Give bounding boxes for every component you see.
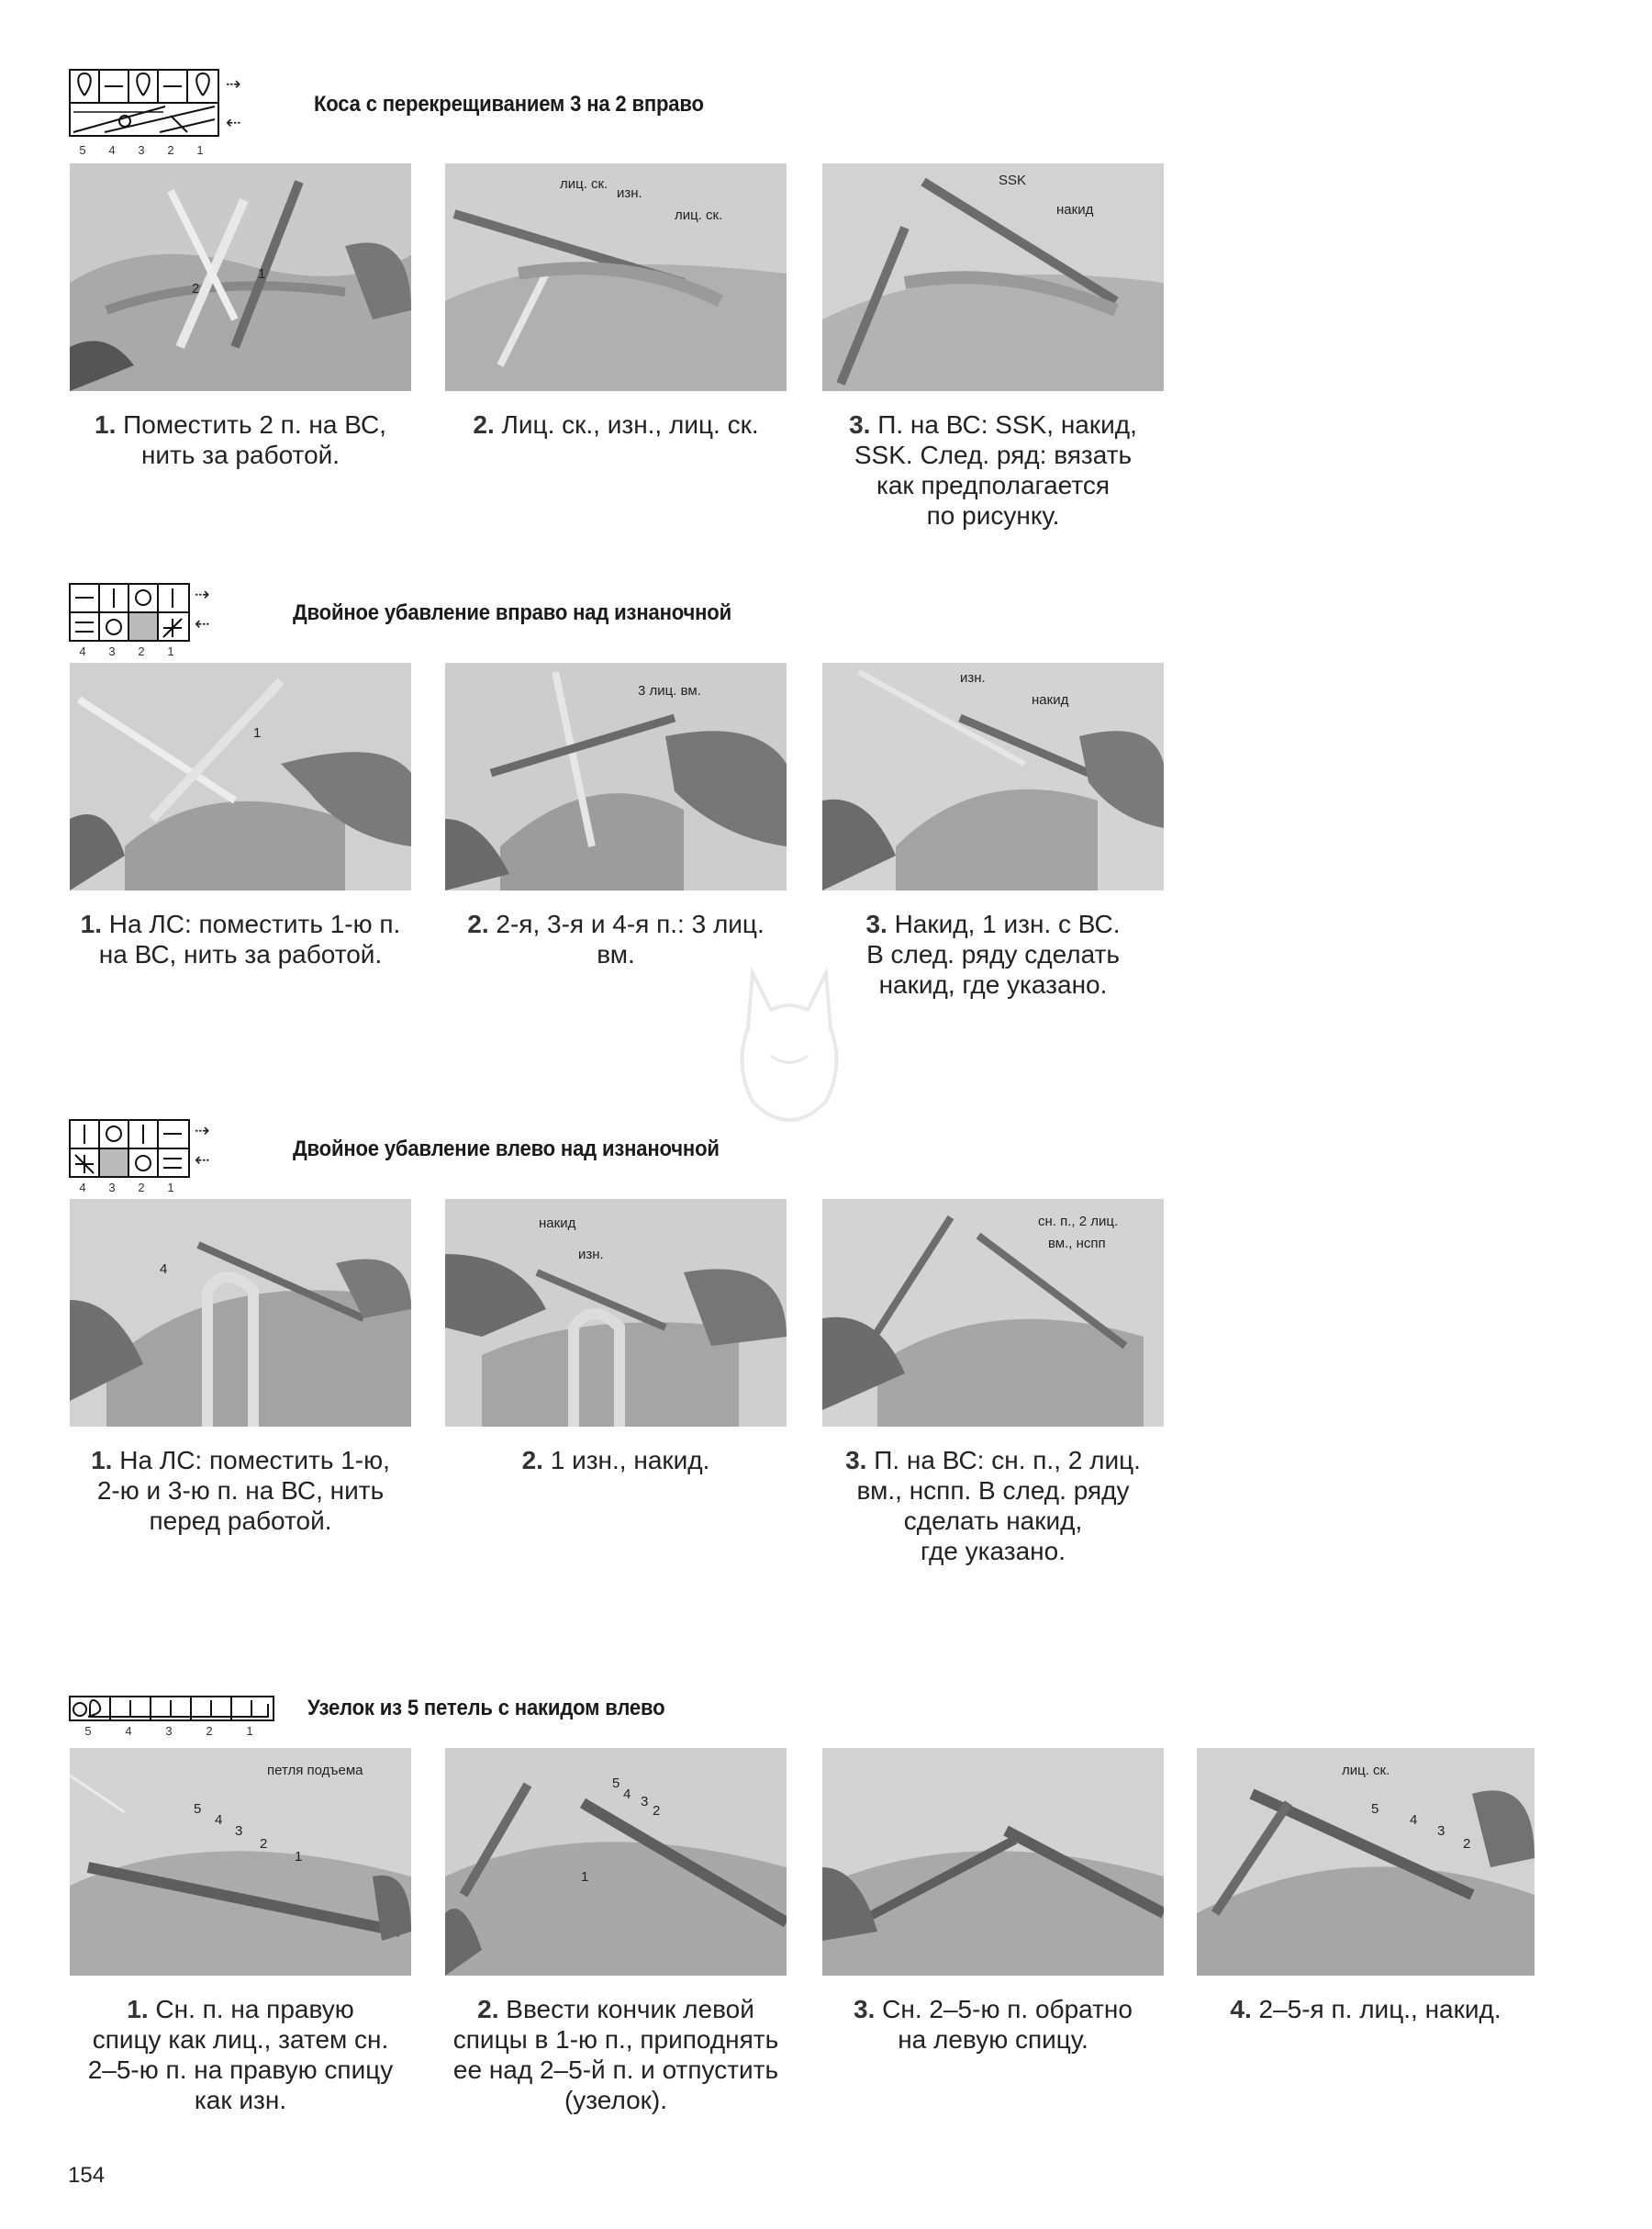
chart-double-decrease-left — [68, 1118, 219, 1192]
step-photo: лиц. ск. изн. лиц. ск. — [445, 163, 787, 391]
step-caption: 3. Сн. 2–5-ю п. обратно на левую спицу. — [854, 1995, 1133, 2054]
knitting-photo — [1197, 1748, 1535, 1976]
step-caption: 3. П. на ВС: сн. п., 2 лиц. вм., нспп. В след. ряду сделать накид, где указано. — [845, 1446, 1141, 1565]
chart-double-decrease-right — [68, 582, 219, 658]
page-number: 154 — [68, 2163, 106, 2188]
step-photo: 1 2 — [70, 163, 411, 391]
row-arrow-right-icon: ⇢ — [195, 585, 210, 605]
step-caption: 1. На ЛС: поместить 1-ю п. на ВС, нить за работой. — [80, 910, 401, 969]
cat-watermark-icon — [725, 955, 854, 1138]
chart-column-numbers: 4 3 2 1 — [79, 1181, 174, 1194]
knitting-photo — [445, 1199, 787, 1427]
step-photo: 1 — [70, 663, 411, 890]
step-photo — [822, 1748, 1164, 1976]
row-arrow-left-icon: ⇠ — [195, 614, 210, 634]
knitting-photo — [822, 1748, 1164, 1976]
step-caption: 2. Лиц. ск., изн., лиц. ск. — [473, 410, 759, 439]
row-arrow-right-icon: ⇢ — [226, 74, 241, 95]
chart-grid — [68, 1118, 191, 1179]
knitting-photo — [822, 663, 1164, 890]
step-photo: 4 — [70, 1199, 411, 1427]
step-photo: SSK накид — [822, 163, 1164, 391]
section-4-header — [68, 1695, 696, 1741]
step-photo: изн. накид — [822, 663, 1164, 890]
knitting-photo — [445, 163, 787, 391]
chart-grid — [68, 582, 191, 643]
step-caption: 2. Ввести кончик левой спицы в 1-ю п., приподнять ее над 2–5-й п. и отпустить (узелок). — [452, 1995, 779, 2114]
step-caption: 2. 2-я, 3-я и 4-я п.: 3 лиц. вм. — [467, 910, 765, 969]
row-arrow-left-icon: ⇠ — [226, 113, 241, 133]
chart-column-numbers: 5 4 3 2 1 — [84, 1724, 253, 1738]
knitting-photo — [70, 1748, 411, 1976]
chart-column-numbers: 5 4 3 2 1 — [79, 143, 204, 157]
knitting-photo — [70, 663, 411, 890]
step-caption: 2. 1 изн., накид. — [521, 1446, 710, 1474]
step-caption: 1. Сн. п. на правую спицу как лиц., затем сн. 2–5-ю п. на правую спицу как изн. — [87, 1995, 394, 2114]
section-title: Коса с перекрещиванием 3 на 2 вправо — [314, 92, 704, 117]
knitting-photo — [822, 1199, 1164, 1427]
knitting-photo — [70, 163, 411, 391]
chart-grid — [68, 68, 222, 141]
chart-cable-3x2-right — [68, 68, 242, 160]
step-photo: 3 лиц. вм. — [445, 663, 787, 890]
section-3-header — [68, 1118, 756, 1192]
step-photo: лиц. ск. 5 4 3 2 — [1197, 1748, 1535, 1976]
section-1-header — [68, 68, 738, 160]
step-caption: 3. Накид, 1 изн. с ВС. В след. ряду сделать накид, где указано. — [865, 910, 1121, 999]
section-title: Узелок из 5 петель с накидом влево — [307, 1696, 665, 1720]
step-photo: накид изн. — [445, 1199, 787, 1427]
chart-column-numbers: 4 3 2 1 — [79, 644, 174, 658]
step-photo: петля подъема 5 4 3 2 1 — [70, 1748, 411, 1976]
section-2-header — [68, 582, 770, 658]
step-caption: 1. Поместить 2 п. на ВС, нить за работой. — [95, 410, 386, 469]
row-arrow-left-icon: ⇠ — [195, 1150, 210, 1171]
chart-5-stitch-knot — [68, 1695, 274, 1741]
section-title: Двойное убавление вправо над изнаночной — [293, 600, 731, 625]
step-caption: 3. П. на ВС: SSK, накид, SSK. След. ряд: вязать как предполагается по рисунку. — [849, 410, 1137, 530]
step-photo: 5 4 3 2 1 — [445, 1748, 787, 1976]
knitting-photo — [70, 1199, 411, 1427]
step-caption: 4. 2–5-я п. лиц., накид. — [1230, 1995, 1501, 2023]
knitting-photo — [445, 663, 787, 890]
step-caption: 1. На ЛС: поместить 1-ю, 2-ю и 3-ю п. на ВС, нить перед работой. — [91, 1446, 390, 1535]
row-arrow-right-icon: ⇢ — [195, 1121, 210, 1141]
step-photo: сн. п., 2 лиц. вм., нспп — [822, 1199, 1164, 1427]
knitting-photo — [822, 163, 1164, 391]
chart-grid — [68, 1695, 275, 1722]
section-title: Двойное убавление влево над изнаночной — [293, 1137, 720, 1161]
